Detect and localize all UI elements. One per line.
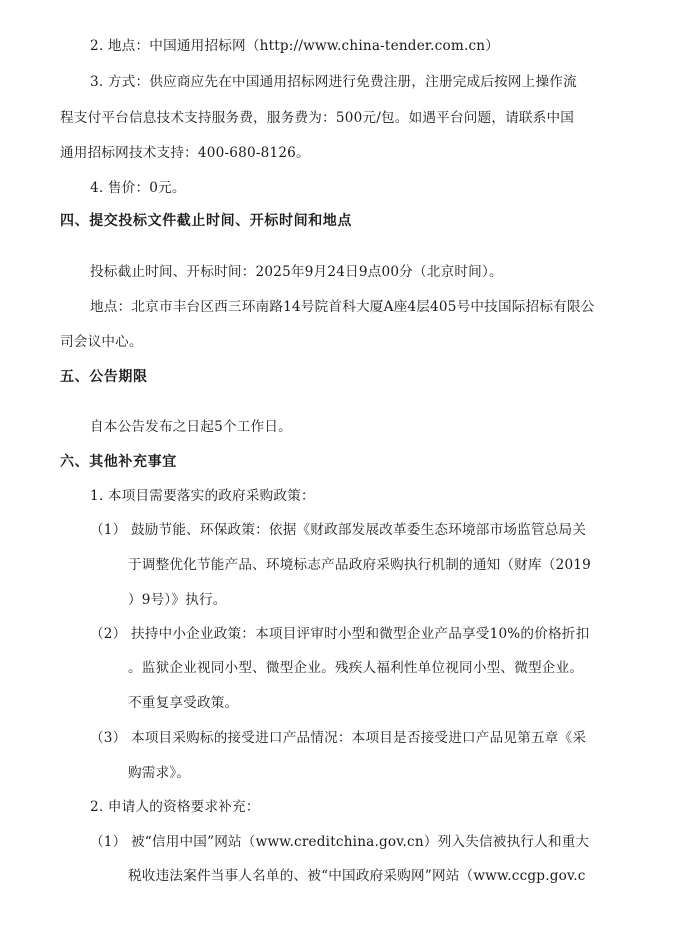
text-line-policy-1-cont2: ）9号）》执行。	[128, 592, 227, 608]
text-line-policy-2-cont2: 不重复享受政策。	[128, 695, 239, 711]
text-line-qualification-1-cont: 税收违法案件当事人名单的、被“中国政府采购网”网站（www.ccgp.gov.c	[128, 868, 586, 884]
text-line-policy: 1. 本项目需要落实的政府采购政策：	[90, 488, 315, 504]
section-heading-6: 六、其他补充事宜	[60, 454, 177, 470]
text-line-deadline: 投标截止时间、开标时间：2025年9月24日9点00分（北京时间）。	[90, 264, 503, 280]
text-line-method-cont: 程支付平台信息技术支持服务费，服务费为：500元/包。如遇平台问题，请联系中国	[60, 110, 575, 126]
text-line-policy-2-cont: 。监狱企业视同小型、微型企业。残疾人福利性单位视同小型、微型企业。	[128, 660, 584, 676]
text-line-policy-1: （1） 鼓励节能、环保政策：依据《财政部发展改革委生态环境部市场监管总局关	[90, 522, 587, 538]
text-line-policy-1-cont: 于调整优化节能产品、环境标志产品政府采购执行机制的通知（财库（2019	[128, 557, 591, 573]
text-line-price: 4. 售价：0元。	[90, 180, 186, 196]
text-line-policy-3-cont: 购需求》。	[128, 765, 191, 781]
section-heading-4: 四、提交投标文件截止时间、开标时间和地点	[60, 213, 352, 229]
text-line-period: 自本公告发布之日起5个工作日。	[90, 419, 292, 435]
text-line-method: 3. 方式：供应商应先在中国通用招标网进行免费注册，注册完成后按网上操作流	[90, 74, 577, 90]
text-line-method-cont2: 通用招标网技术支持：400-680-8126。	[60, 145, 310, 161]
text-line-policy-2: （2） 扶持中小企业政策：本项目评审时小型和微型企业产品享受10%的价格折扣	[90, 626, 590, 642]
text-line-venue-cont: 司会议中心。	[60, 334, 143, 350]
text-line-policy-3: （3） 本项目采购标的接受进口产品情况：本项目是否接受进口产品见第五章《采	[90, 730, 587, 746]
text-line-venue: 地点：北京市丰台区西三环南路14号院首科大厦A座4层405号中技国际招标有限公	[90, 299, 595, 315]
text-line-location: 2. 地点：中国通用招标网（http://www.china-tender.com.cn）	[90, 38, 500, 54]
text-line-qualification: 2. 申请人的资格要求补充：	[90, 799, 260, 815]
section-heading-5: 五、公告期限	[60, 369, 148, 385]
text-line-qualification-1: （1） 被“信用中国”网站（www.creditchina.gov.cn）列入失信被执行人和重大	[90, 834, 590, 850]
